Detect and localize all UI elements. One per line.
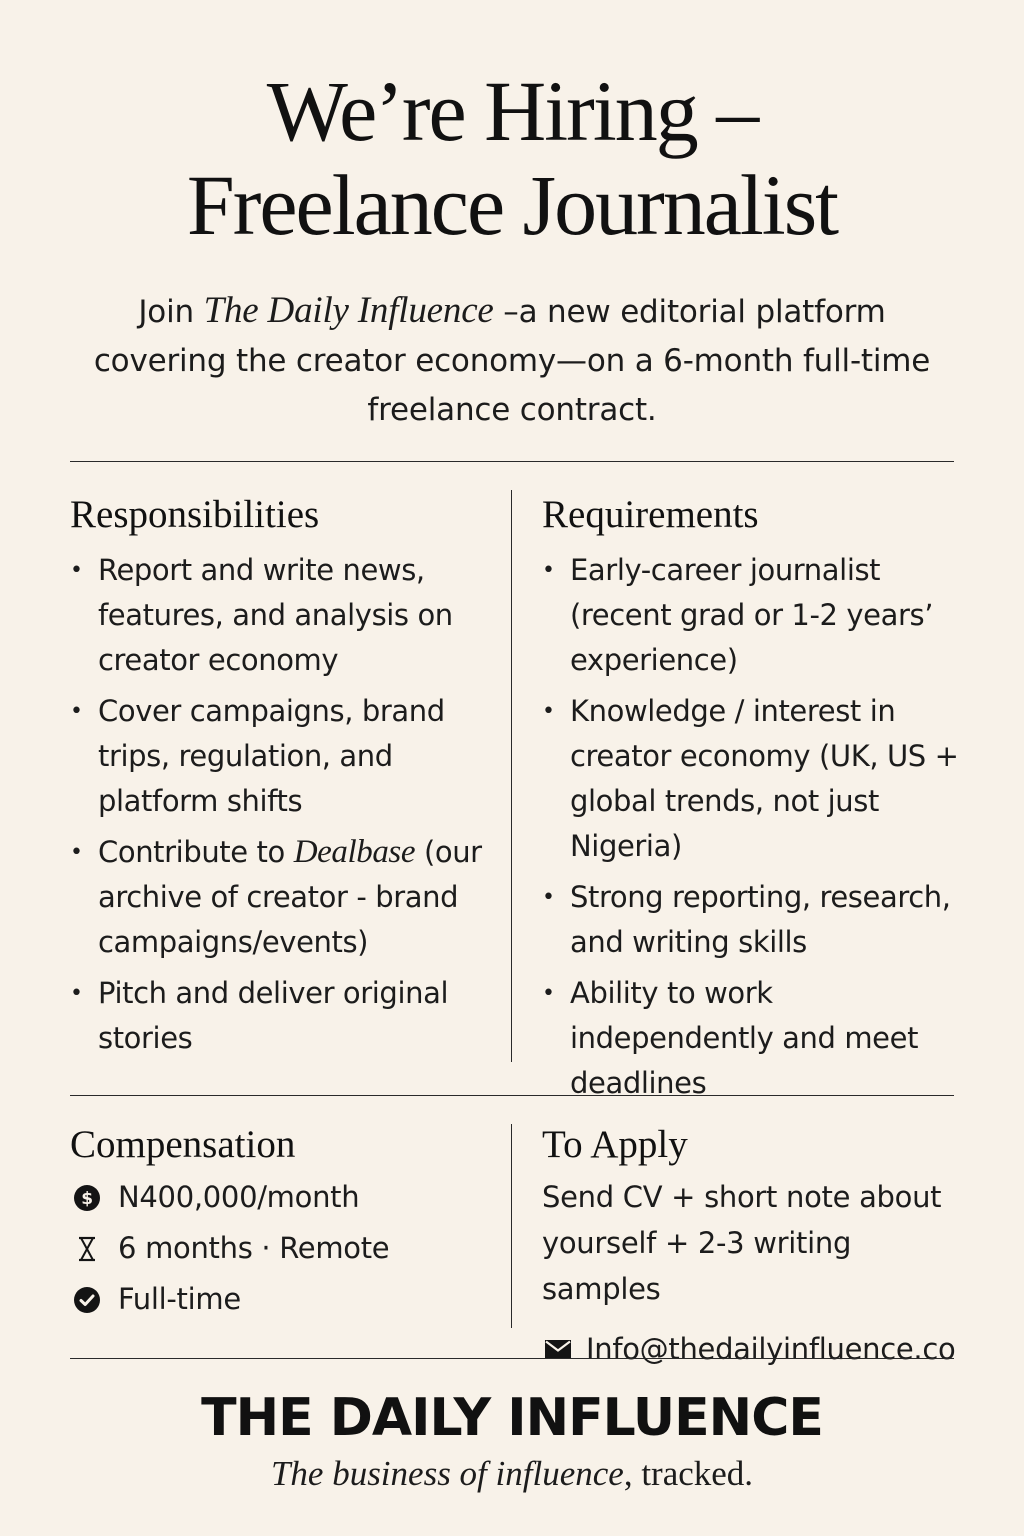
item-prefix: Contribute to: [98, 835, 294, 869]
publication-name: The Daily Influence: [203, 290, 494, 331]
intro-text: –a new editorial platform covering the creator economy—on a 6-month full-time freelance contract.: [93, 294, 931, 428]
list-item: • Cover campaigns, brand trips, regulation, and platform shifts: [70, 689, 490, 824]
list-item: • Ability to work independently and meet deadlines: [542, 971, 982, 1106]
type-value: Full-time: [118, 1282, 241, 1316]
check-circle-icon: [70, 1283, 104, 1317]
duration-row: [70, 1223, 490, 1274]
list-item: • Early-career journalist (recent grad or 1-2 years’ experience): [542, 548, 982, 683]
title-line-2: Freelance Journalist: [186, 157, 838, 253]
divider-top: [70, 461, 954, 462]
responsibilities-list: [70, 548, 490, 1061]
type-row: [70, 1274, 490, 1325]
dollar-circle-icon: [70, 1181, 104, 1215]
compensation-title: Compensation: [70, 1123, 296, 1166]
item-suffix: (our archive of creator - brand campaigns/events): [98, 835, 482, 959]
requirements-section: [542, 492, 982, 1112]
apply-section: [542, 1122, 972, 1372]
list-item: • Strong reporting, research, and writing skills: [542, 875, 982, 965]
hourglass-icon: [70, 1232, 104, 1266]
compensation-section: [70, 1122, 490, 1325]
page-title: [0, 64, 1024, 252]
brand-name: THE DAILY INFLUENCE: [201, 1388, 823, 1448]
svg-text:$: $: [81, 1188, 93, 1209]
intro-paragraph: [90, 286, 934, 435]
divider-middle: [70, 1095, 954, 1096]
pay-value: N400,000/month: [118, 1180, 360, 1214]
intro-prefix: Join: [138, 294, 204, 330]
tagline: [0, 1452, 1024, 1496]
duration-value: 6 months · Remote: [118, 1231, 390, 1265]
email-row[interactable]: [542, 1326, 972, 1372]
dealbase-name: Dealbase: [293, 834, 416, 870]
list-item: • Knowledge / interest in creator economy (UK, US + global trends, not just Nigeria): [542, 689, 982, 869]
list-item: [70, 830, 490, 965]
divider-bottom: [70, 1358, 954, 1359]
email-link[interactable]: Info@thedailyinfluence.co: [586, 1332, 956, 1366]
list-item: • Pitch and deliver original stories: [70, 971, 490, 1061]
divider-vertical-upper: [511, 490, 512, 1062]
apply-instructions: Send CV + short note about yourself + 2-3 writing samples: [542, 1180, 942, 1306]
tagline-rest: , tracked.: [623, 1454, 754, 1493]
responsibilities-section: [70, 492, 490, 1067]
apply-title: To Apply: [542, 1123, 688, 1166]
requirements-title: Requirements: [542, 493, 759, 536]
requirements-list: [542, 548, 982, 1106]
title-line-1: We’re Hiring –: [266, 63, 758, 159]
tagline-italic: The business of influence: [270, 1454, 624, 1493]
responsibilities-title: Responsibilities: [70, 493, 320, 536]
list-item: • Report and write news, features, and analysis on creator economy: [70, 548, 490, 683]
divider-vertical-lower: [511, 1124, 512, 1328]
pay-row: [70, 1172, 490, 1223]
envelope-icon: [542, 1333, 574, 1365]
